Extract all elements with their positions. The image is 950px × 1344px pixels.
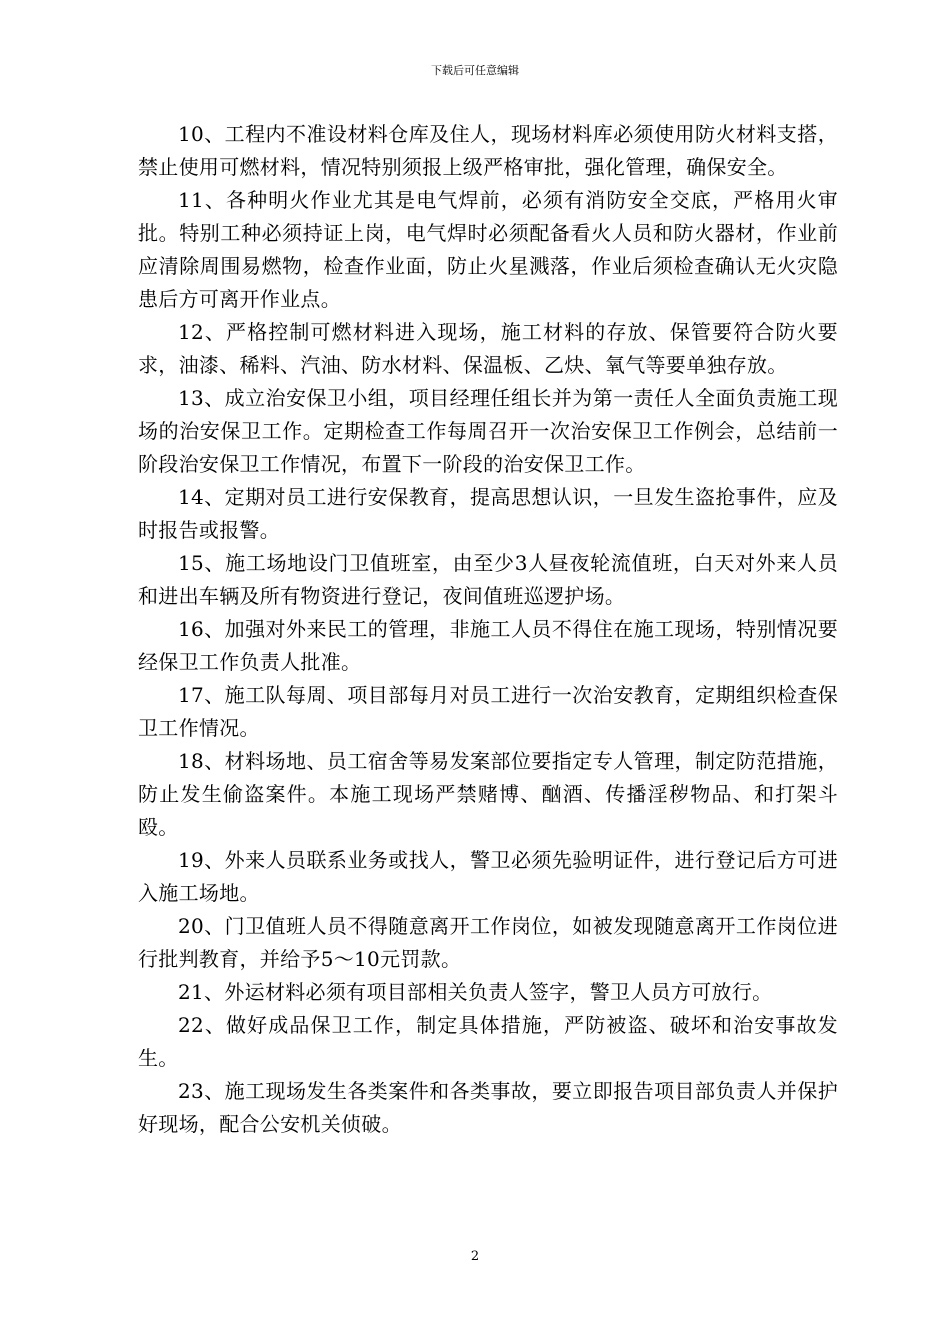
paragraph-item-20: 20、门卫值班人员不得随意离开工作岗位，如被发现随意离开工作岗位进行批判教育，并给予5～10元罚款。	[138, 914, 838, 971]
paragraph-item-16: 16、加强对外来民工的管理，非施工人员不得住在施工现场，特别情况要经保卫工作负责人批准。	[138, 617, 838, 674]
paragraph-item-14: 14、定期对员工进行安保教育，提高思想认识，一旦发生盗抢事件，应及时报告或报警。	[138, 485, 838, 542]
paragraph-item-19: 19、外来人员联系业务或找人，警卫必须先验明证件，进行登记后方可进入施工场地。	[138, 848, 838, 905]
paragraph-item-23: 23、施工现场发生各类案件和各类事故，要立即报告项目部负责人并保护好现场，配合公安机关侦破。	[138, 1079, 838, 1136]
paragraph-item-10: 10、工程内不准设材料仓库及住人，现场材料库必须使用防火材料支搭，禁止使用可燃材料，情况特别须报上级严格审批，强化管理，确保安全。	[138, 122, 838, 179]
paragraph-item-12: 12、严格控制可燃材料进入现场，施工材料的存放、保管要符合防火要求，油漆、稀料、汽油、防水材料、保温板、乙炔、氧气等要单独存放。	[138, 320, 838, 377]
paragraph-item-22: 22、做好成品保卫工作，制定具体措施，严防被盗、破坏和治安事故发生。	[138, 1013, 838, 1070]
paragraph-item-21: 21、外运材料必须有项目部相关负责人签字，警卫人员方可放行。	[178, 980, 773, 1004]
paragraph-item-13: 13、成立治安保卫小组，项目经理任组长并为第一责任人全面负责施工现场的治安保卫工作。定期检查工作每周召开一次治安保卫工作例会，总结前一阶段治安保卫工作情况，布置下一阶段的治安保卫工作。	[138, 386, 838, 476]
paragraph-item-17: 17、施工队每周、项目部每月对员工进行一次治安教育，定期组织检查保卫工作情况。	[138, 683, 838, 740]
paragraph-item-11: 11、各种明火作业尤其是电气焊前，必须有消防安全交底，严格用火审批。特别工种必须持证上岗，电气焊时必须配备看火人员和防火器材，作业前应清除周围易燃物，检查作业面，防止火星溅落，作业后须检查确认无火灾隐患后方可离开作业点。	[138, 188, 838, 311]
page-header: 下载后可任意编辑	[431, 64, 519, 77]
document-body	[138, 118, 838, 1141]
paragraph-item-18: 18、材料场地、员工宿舍等易发案部位要指定专人管理，制定防范措施，防止发生偷盗案件。本施工现场严禁赌博、酗酒、传播淫秽物品、和打架斗殴。	[138, 749, 838, 839]
page-number: 2	[470, 1249, 480, 1264]
paragraph-item-15: 15、施工场地设门卫值班室，由至少3人昼夜轮流值班，白天对外来人员和进出车辆及所有物资进行登记，夜间值班巡逻护场。	[138, 551, 838, 608]
